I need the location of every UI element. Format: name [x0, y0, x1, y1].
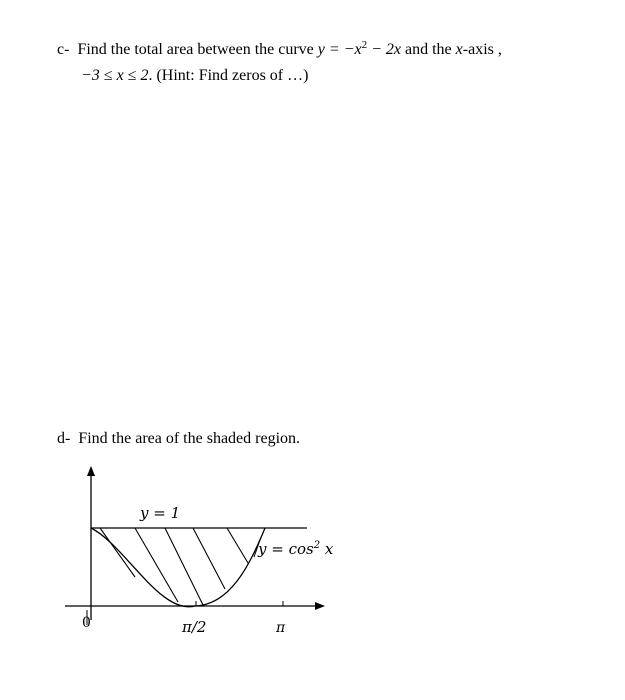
y-axis-arrow [87, 466, 95, 476]
x-axis-arrow [315, 602, 325, 610]
hint-text: . (Hint: Find zeros of …) [148, 67, 309, 84]
curve-label-exp: 2 [313, 540, 321, 551]
shaded-region-figure [55, 455, 385, 660]
question-c-label: c- [57, 41, 70, 58]
question-d-label: d- [57, 430, 71, 447]
tick-label-pi-half: π/2 [182, 618, 207, 636]
equation-mid: = −x [324, 41, 362, 58]
x-variable: x [455, 41, 463, 58]
question-c-text-2: and the [401, 41, 456, 58]
inequality: −3 ≤ x ≤ 2 [81, 67, 149, 84]
curve-label-suffix: x [320, 540, 334, 558]
equation-rest: − 2x [367, 41, 401, 58]
equation-lhs: y [317, 41, 325, 58]
question-d-text: Find the area of the shaded region. [78, 430, 301, 447]
cos-squared-curve [91, 528, 265, 607]
curve-label-prefix: y = cos [258, 540, 314, 558]
label-y-equals-1: y = 1 [140, 504, 181, 522]
equation-exponent: 2 [361, 39, 368, 51]
curve-label [257, 540, 334, 558]
tick-label-pi: π [276, 620, 286, 636]
question-c-line-1 [57, 40, 502, 60]
question-d-line-1 [57, 429, 300, 449]
origin-label: 0 [82, 615, 91, 631]
question-c-text-3: -axis , [462, 41, 502, 58]
question-c-line-2 [81, 66, 308, 86]
question-c-text: Find the total area between the curve [77, 41, 314, 58]
